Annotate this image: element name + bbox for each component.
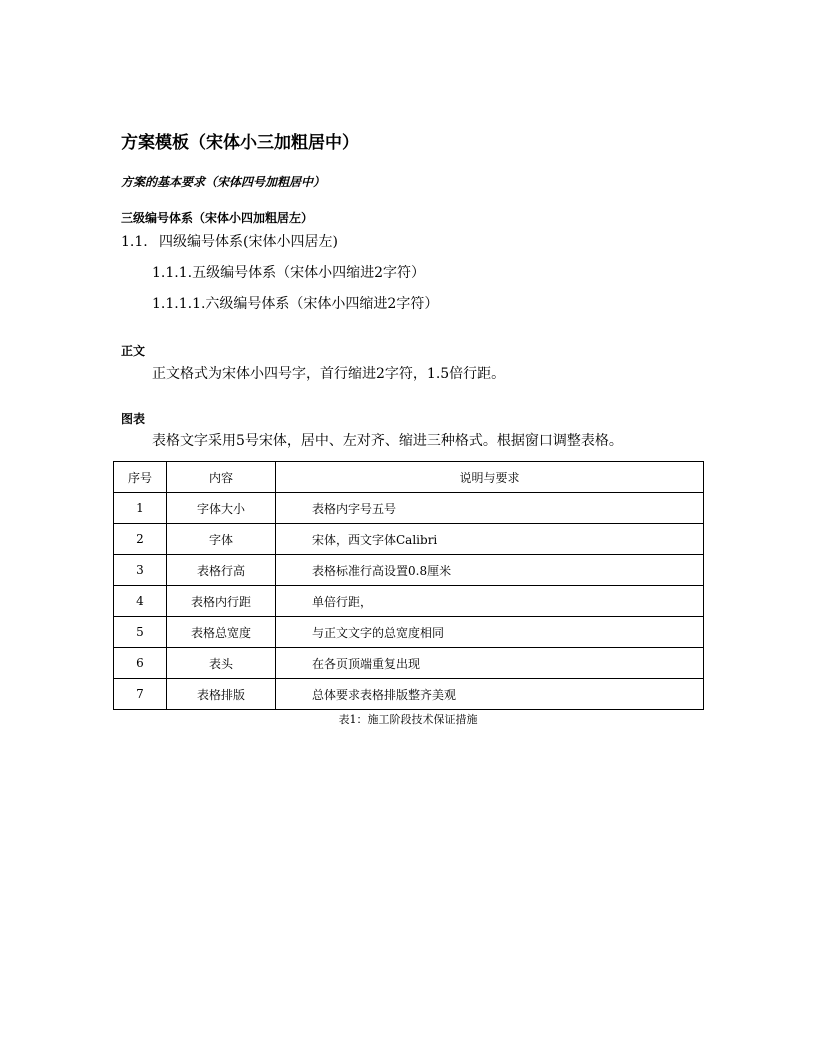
table-cell-content: 表格排版 [167, 679, 276, 710]
table-row [114, 524, 704, 555]
column-header-content: 内容 [167, 462, 276, 493]
table-cell-description: 宋体，西文字体Calibri [276, 524, 704, 555]
table-cell-content: 表格行高 [167, 555, 276, 586]
table-row [114, 679, 704, 710]
heading-level-5: 1.1.1.五级编号体系（宋体小四缩进2字符） [152, 265, 425, 281]
table-cell-index: 2 [114, 524, 167, 555]
heading-level-4 [121, 231, 338, 251]
table-header-row [114, 462, 704, 493]
table-cell-content: 表格总宽度 [167, 617, 276, 648]
table-row [114, 555, 704, 586]
table-cell-index: 1 [114, 493, 167, 524]
table-section-paragraph: 表格文字采用5号宋体，居中、左对齐、缩进三种格式。根据窗口调整表格。 [152, 433, 623, 449]
table-row [114, 617, 704, 648]
table-cell-index: 3 [114, 555, 167, 586]
table-cell-description: 表格标准行高设置0.8厘米 [276, 555, 704, 586]
table-cell-content: 表格内行距 [167, 586, 276, 617]
heading-level-6: 1.1.1.1.六级编号体系（宋体小四缩进2字符） [152, 296, 439, 312]
heading-level-3: 三级编号体系（宋体小四加粗居左） [121, 211, 314, 225]
table-cell-content: 字体大小 [167, 493, 276, 524]
table-row [114, 648, 704, 679]
table-cell-content: 字体 [167, 524, 276, 555]
table-caption: 表1：施工阶段技术保证措施 [338, 713, 478, 726]
table-cell-content: 表头 [167, 648, 276, 679]
table-row [114, 586, 704, 617]
table-cell-description: 在各页顶端重复出现 [276, 648, 704, 679]
table-cell-description: 表格内字号五号 [276, 493, 704, 524]
table-cell-index: 7 [114, 679, 167, 710]
document-subtitle: 方案的基本要求（宋体四号加粗居中） [121, 175, 326, 189]
requirements-table [113, 461, 704, 710]
document-title: 方案模板（宋体小三加粗居中） [121, 133, 359, 153]
table-cell-index: 4 [114, 586, 167, 617]
column-header-description: 说明与要求 [276, 462, 704, 493]
heading-level-4-text: 四级编号体系(宋体小四居左) [159, 234, 338, 250]
table-cell-description: 与正文文字的总宽度相同 [276, 617, 704, 648]
column-header-index: 序号 [114, 462, 167, 493]
table-cell-description: 总体要求表格排版整齐美观 [276, 679, 704, 710]
table-row [114, 493, 704, 524]
table-cell-index: 5 [114, 617, 167, 648]
table-cell-index: 6 [114, 648, 167, 679]
table-cell-description: 单倍行距， [276, 586, 704, 617]
body-section-label: 正文 [121, 344, 146, 358]
heading-level-4-number: 1.1. [121, 234, 148, 250]
table-section-label: 图表 [121, 412, 146, 426]
body-paragraph: 正文格式为宋体小四号字，首行缩进2字符，1.5倍行距。 [152, 366, 506, 382]
